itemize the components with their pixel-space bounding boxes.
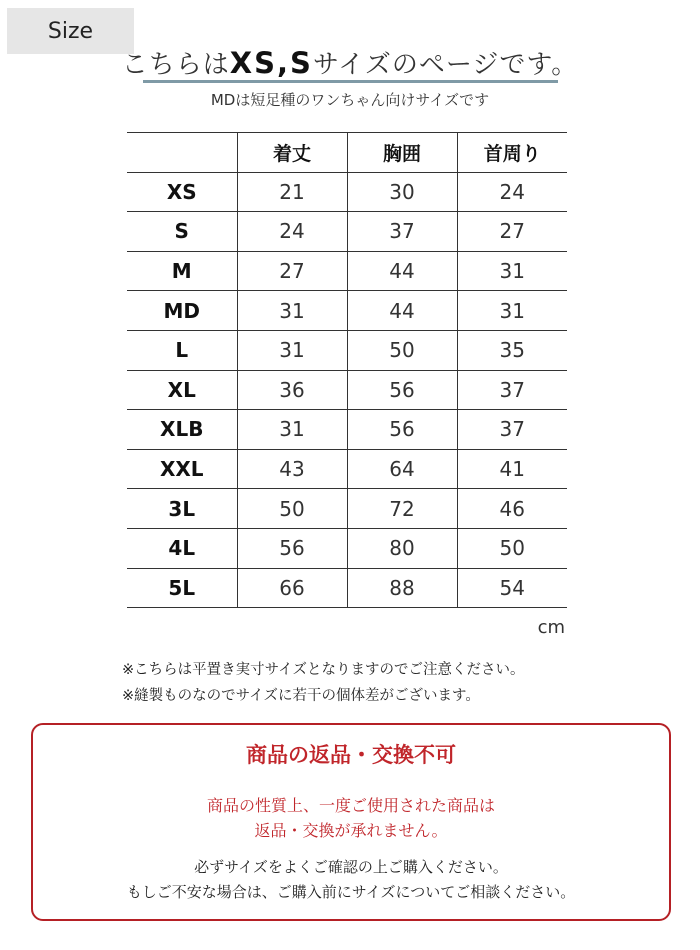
measurement-cell: 36 <box>237 370 347 410</box>
headline-size-range: XS,S <box>229 46 313 80</box>
size-name-cell: XL <box>127 370 237 410</box>
size-name-cell: MD <box>127 291 237 331</box>
headline-prefix: こちらは <box>121 50 230 80</box>
measurement-cell: 50 <box>457 528 567 568</box>
size-name-cell: XLB <box>127 410 237 450</box>
notice-body-line: 返品・交換が承れません。 <box>254 821 448 840</box>
measurement-cell: 24 <box>457 172 567 212</box>
table-row <box>127 370 567 410</box>
measurement-cell: 27 <box>237 251 347 291</box>
size-name-cell: XXL <box>127 449 237 489</box>
measurement-cell: 88 <box>347 568 457 608</box>
measurement-cell: 44 <box>347 291 457 331</box>
notes <box>122 657 642 709</box>
measurement-cell: 64 <box>347 449 457 489</box>
note-line: ※こちらは平置き実寸サイズとなりますのでご注意ください。 <box>122 662 525 678</box>
measurement-cell: 31 <box>237 410 347 450</box>
table-row <box>127 449 567 489</box>
table-row <box>127 410 567 450</box>
measurement-cell: 21 <box>237 172 347 212</box>
measurement-cell: 56 <box>237 528 347 568</box>
table-row <box>127 212 567 252</box>
header-size <box>127 133 237 173</box>
measurement-cell: 37 <box>347 212 457 252</box>
size-name-cell: 3L <box>127 489 237 529</box>
measurement-cell: 31 <box>237 291 347 331</box>
measurement-cell: 44 <box>347 251 457 291</box>
table-row <box>127 172 567 212</box>
notice-foot-line: 必ずサイズをよくご確認の上ご購入ください。 <box>194 858 508 876</box>
table-row <box>127 330 567 370</box>
size-table <box>127 132 567 608</box>
size-name-cell: S <box>127 212 237 252</box>
size-name-cell: L <box>127 330 237 370</box>
measurement-cell: 41 <box>457 449 567 489</box>
measurement-cell: 56 <box>347 370 457 410</box>
measurement-cell: 50 <box>347 330 457 370</box>
notice-foot-line: もしご不安な場合は、ご購入前にサイズについてご相談ください。 <box>126 883 576 901</box>
measurement-cell: 27 <box>457 212 567 252</box>
measurement-cell: 46 <box>457 489 567 529</box>
table-header-row <box>127 133 567 173</box>
measurement-cell: 24 <box>237 212 347 252</box>
page-headline <box>0 44 700 81</box>
notice-foot <box>33 855 669 905</box>
measurement-cell: 31 <box>457 291 567 331</box>
measurement-cell: 31 <box>457 251 567 291</box>
table-row <box>127 291 567 331</box>
page-subtitle: MDは短足種のワンちゃん向けサイズです <box>210 91 490 109</box>
size-name-cell: 5L <box>127 568 237 608</box>
measurement-cell: 50 <box>237 489 347 529</box>
measurement-cell: 54 <box>457 568 567 608</box>
notice-body <box>33 793 669 843</box>
header-chest: 胸囲 <box>347 133 457 173</box>
table-row <box>127 528 567 568</box>
table-row <box>127 489 567 529</box>
size-tag: Size <box>7 8 134 54</box>
note-line: ※縫製ものなのでサイズに若干の個体差がございます。 <box>122 688 480 704</box>
unit-label: cm <box>537 617 565 638</box>
notice-title: 商品の返品・交換不可 <box>246 743 456 767</box>
measurement-cell: 66 <box>237 568 347 608</box>
notice-body-line: 商品の性質上、一度ご使用された商品は <box>206 796 495 815</box>
size-name-cell: XS <box>127 172 237 212</box>
table-row <box>127 251 567 291</box>
size-name-cell: 4L <box>127 528 237 568</box>
no-return-notice <box>31 723 671 921</box>
measurement-cell: 43 <box>237 449 347 489</box>
measurement-cell: 37 <box>457 410 567 450</box>
measurement-cell: 56 <box>347 410 457 450</box>
size-name-cell: M <box>127 251 237 291</box>
measurement-cell: 35 <box>457 330 567 370</box>
measurement-cell: 72 <box>347 489 457 529</box>
table-row <box>127 568 567 608</box>
headline-suffix: サイズのページです。 <box>312 50 579 80</box>
measurement-cell: 30 <box>347 172 457 212</box>
header-length: 着丈 <box>237 133 347 173</box>
headline-underline <box>143 80 558 83</box>
measurement-cell: 37 <box>457 370 567 410</box>
measurement-cell: 31 <box>237 330 347 370</box>
measurement-cell: 80 <box>347 528 457 568</box>
header-neck: 首周り <box>457 133 567 173</box>
